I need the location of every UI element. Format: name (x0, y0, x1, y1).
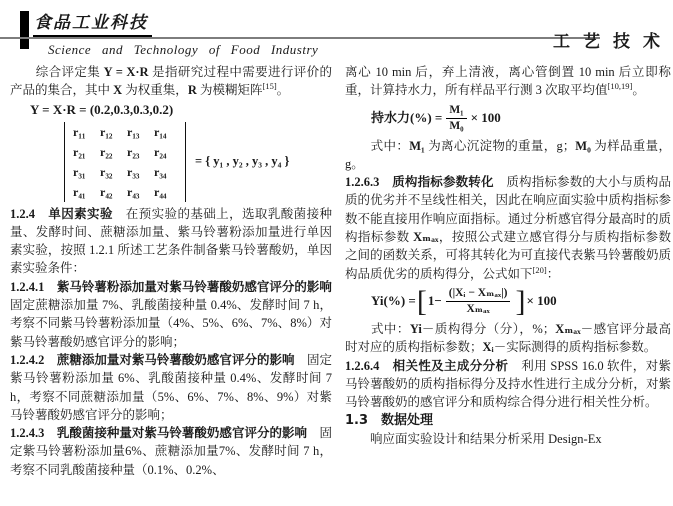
matrix-cell: r₃₂ (100, 164, 113, 179)
whc-denominator: M₀ (449, 119, 464, 132)
paragraph-yi-note: 式中：Yi－质构得分（分），%；Xₘₐₓ－感官评分最高时对应的质构指标参数；Xᵢ－实际测得的质构指标参数。 (345, 321, 671, 355)
paragraph-section-1242: 1.2.4.2 蔗糖添加量对紫马铃薯酸奶感官评分的影响 固定紫马铃薯粉添加量 6%、乳酸菌接种量 0.4%、发酵时间 7 h，考察不同蔗糖添加量（5%、6%、7%、8%、9%）对紫马铃薯酸奶感官评分的影响； (10, 352, 332, 422)
paragraph-section-1263: 1.2.6.3 质构指标参数转化 质构指标参数的大小与质构品质的优劣并不呈线性相关，因此在响应面实验中质构指标参数不能直接用作响应面指标。通过分析感官得分最高时的质构指标参数 Xₘₐₓ，按照公式建立感官得分与质构指标参数之间的函数关系，可将其转化为可直接代表紫马铃薯酸奶质构品质优劣的质构得分，公式如下[20]： (345, 175, 671, 281)
yi-lhs: Yi(%) = (371, 293, 416, 309)
matrix-cell: r₁₃ (127, 124, 140, 139)
matrix-result: = { y₁ , y₂ , y₃ , y₄ } (195, 154, 290, 169)
heading-data-processing: 1.3 数据处理 (345, 413, 434, 429)
masthead-black-bar (20, 11, 29, 49)
journal-logo-chinese: 食品工业科技 (33, 12, 152, 37)
paragraph-partial-clipped: 响应面实验设计和结果分析采用 Design-Ex (345, 432, 602, 447)
water-holding-capacity-formula (371, 104, 671, 133)
fuzzy-matrix (64, 122, 332, 202)
yi-denominator: Xₘₐₓ (466, 302, 490, 315)
matrix-cell: r₁₄ (154, 124, 167, 139)
formula-y-equals-xr: Y = X·R = (0.2,0.3,0.3,0.2) (30, 101, 174, 117)
matrix-cell: r₂₄ (154, 144, 167, 159)
whc-numerator: M₁ (446, 104, 466, 119)
yi-fraction (446, 287, 511, 316)
yi-numerator: (|Xᵢ − Xₘₐₓ|) (446, 287, 511, 302)
yi-inner-pre: 1− (427, 293, 442, 309)
whc-fraction (446, 104, 466, 133)
paragraph-comprehensive-evaluation: 综合评定集 Y = X·R 是指研究过程中需要进行评价的产品的集合，其中 X 为权重集，R 为模糊矩阵[15]。 (10, 65, 332, 98)
paragraph-section-1241: 1.2.4.1 紫马铃薯粉添加量对紫马铃薯酸奶感官评分的影响 固定蔗糖添加量 7%、乳酸菌接种量 0.4%、发酵时间 7 h，考察不同紫马铃薯粉添加量（4%、5%、6%、7%、8%）对紫马铃薯酸奶感官评分的影响； (10, 279, 345, 349)
paragraph-section-1264: 1.2.6.4 相关性及主成分分析 利用 SPSS 16.0 软件，对紫马铃薯酸奶的质构指标得分及持水性进行主成分分析，对紫马铃薯酸奶的感官评分和质构综合得分进行相关性分析。 (345, 358, 671, 410)
whc-lhs: 持水力(%) = (371, 109, 443, 125)
matrix-cell: r₄₄ (154, 184, 167, 199)
journal-logo-english: Science and Technology of Food Industry (48, 42, 319, 57)
matrix-cell: r₂₁ (73, 144, 86, 159)
section-title: 工艺技术 (553, 32, 673, 52)
paragraph-section-124: 1.2.4 单因素实验 在预实验的基础上，选取乳酸菌接种量、发酵时间、蔗糖添加量、紫马铃薯粉添加量进行单因素实验，按照 1.2.1 所述工艺条件制备紫马铃薯酸奶，单因素实验条件： (10, 206, 332, 276)
header-divider-rule (0, 37, 600, 39)
matrix-right-bar (185, 122, 186, 202)
matrix-cell: r₁₂ (100, 124, 113, 139)
matrix-cell: r₃₁ (73, 164, 86, 179)
yi-rhs: × 100 (526, 293, 557, 309)
matrix-cells (65, 122, 185, 202)
paragraph-centrifuge: 离心 10 min 后，弃上清液，离心管倒置 10 min 后立即称重，计算持水力，所有样品平行测 3 次取平均值[10,19]。 (345, 65, 671, 98)
right-bracket: ] (515, 284, 526, 318)
left-column (10, 63, 345, 479)
whc-rhs: × 100 (470, 109, 501, 125)
matrix-cell: r₄₂ (100, 184, 113, 199)
paragraph-section-1243: 1.2.4.3 乳酸菌接种量对紫马铃薯酸奶感官评分的影响 固定紫马铃薯粉添加量6%、蔗糖添加量7%、发酵时间 7 h，考察不同乳酸菌接种量（0.1%、0.2%、 (10, 426, 332, 477)
left-bracket: [ (416, 284, 427, 318)
right-column (345, 63, 671, 449)
matrix-cell: r₃₃ (127, 164, 140, 179)
matrix-cell: r₄₁ (73, 184, 86, 199)
matrix-cell: r₂₂ (100, 144, 113, 159)
paragraph-whc-note: 式中：M₁ 为离心沉淀物的重量，g；M₀ 为样品重量，g。 (345, 138, 671, 171)
matrix-cell: r₄₃ (127, 184, 140, 199)
matrix-cell: r₃₄ (154, 164, 167, 179)
matrix-cell: r₁₁ (73, 124, 86, 139)
matrix-cell: r₂₃ (127, 144, 140, 159)
texture-score-formula (371, 284, 671, 318)
